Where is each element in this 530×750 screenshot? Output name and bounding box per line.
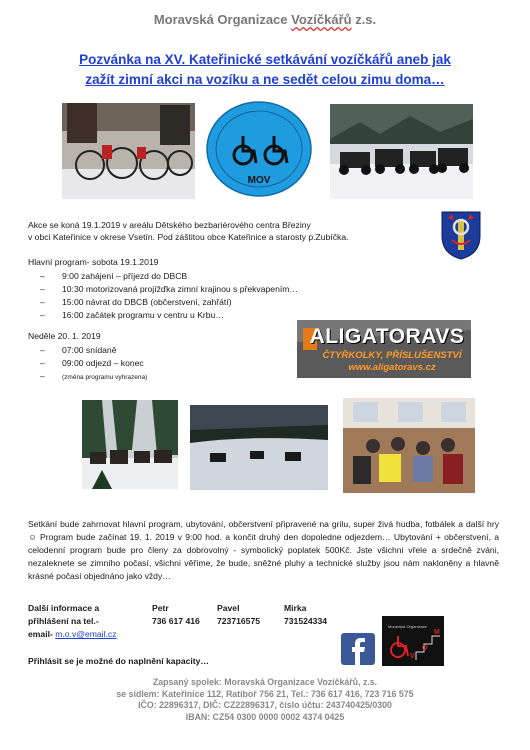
org-name-prefix: Moravská Organizace xyxy=(153,12,292,27)
contact-label-2: přihlášení na tel.- xyxy=(28,616,99,626)
sponsor-subtitle: ČTYŘKOLKY, PŘÍSLUŠENSTVÍ xyxy=(322,350,462,361)
photo-indoor-gathering xyxy=(343,398,475,493)
photo-wheelchairs-snow xyxy=(62,103,195,199)
photo-forest-atvs xyxy=(82,400,178,489)
photo-atv-group xyxy=(330,104,473,199)
sunday-heading: Neděle 20. 1. 2019 xyxy=(28,331,101,341)
main-program-heading: Hlavní program- sobota 19.1.2019 xyxy=(28,257,159,267)
program-item: – 10:30 motorizovaná projížďka zimní krajinou s překvapením… xyxy=(28,283,328,296)
program-item: – 07:00 snídaně xyxy=(28,344,288,357)
email-label: email- xyxy=(28,629,53,639)
svg-text:V: V xyxy=(410,653,415,660)
program-item: – 16:00 začátek programu v centru u Krbu… xyxy=(28,309,328,322)
contact-block xyxy=(28,602,348,641)
program-item xyxy=(28,370,288,383)
invitation-title xyxy=(28,50,502,90)
program-item: – 15:00 návrat do DBCB (občerstvení, zahřátí) xyxy=(28,296,328,309)
facebook-icon[interactable] xyxy=(341,633,375,665)
sponsor-name: ALIGATORAVS xyxy=(309,325,465,348)
sponsor-url: www.aligatoravs.cz xyxy=(348,362,436,373)
contact-name-petr: Petr xyxy=(152,603,169,613)
org-name-suffix: z.s. xyxy=(351,12,377,27)
title-line-1: Pozvánka na XV. Kateřinické setkávání vozíčkářů aneb jak xyxy=(79,52,451,67)
org-name-word: Vozíčkářů xyxy=(291,12,352,27)
mov-logo xyxy=(206,101,312,197)
footer-line-2: se sídlem: Kateřinice 112, Ratiboř 756 21, Tel.: 736 617 416, 723 716 575 xyxy=(116,688,414,699)
organization-header xyxy=(0,12,530,27)
svg-text:M: M xyxy=(434,629,440,636)
program-item: – 09:00 odjezd – konec xyxy=(28,357,288,370)
event-description: Setkání bude zahrnovat hlavní program, ubytování, občerstvení připravené na grilu, super živá hudba, fotbálek a další hry ☺ Program bude začínat 19. 1. 2019 v 9:00 hod. a končit druhý den dopoledne odjezdem… Ubytování + občerstvení, a celodenní program bude pro členy za dobrovolný - symbolický poplatek 500Kč. Jste všichni vřele a srdečně zváni, nezaleknete se zimního počasí, všichni věříme, že bude, sněžné pluhy a technické služby jsou nám nakloněny a hlavně krásné počasí objednáno jako vždy… xyxy=(28,519,499,582)
email-link[interactable]: m.o.v@email.cz xyxy=(55,629,117,639)
main-program xyxy=(28,256,328,322)
footer xyxy=(0,677,530,723)
contact-phone-petr: 736 617 416 xyxy=(152,616,200,626)
event-intro xyxy=(28,219,438,243)
footer-line-1: Zapsaný spolek: Moravská Organizace Vozíčkářů, z.s. xyxy=(152,677,378,687)
intro-line-1: Akce se koná 19.1.2019 v areálu Dětského bezbariérového centra Březiny xyxy=(28,220,311,230)
capacity-note: Přihlásit se je možné do naplnění kapacity… xyxy=(28,656,209,666)
footer-line-3: IČO: 22896317, DIČ: CZ22896317, číslo účtu: 243740425/0300 xyxy=(138,700,392,710)
contact-label-1: Další informace a xyxy=(28,603,100,613)
contact-phone-mirka: 731524334 xyxy=(284,616,328,626)
mov-small-logo xyxy=(382,616,444,666)
intro-line-2: v obci Kateřinice v okrese Vsetín. Pod záštitou obce Kateřinice a starosty p.Zubíčka. xyxy=(28,232,349,242)
footer-line-4: IBAN: CZ54 0300 0000 0002 4374 0425 xyxy=(185,711,345,722)
sunday-program xyxy=(28,330,288,383)
svg-text:Moravská Organizace: Moravská Organizace xyxy=(388,624,427,629)
contact-phone-pavel: 723716575 xyxy=(217,616,261,626)
contact-name-mirka: Mirka xyxy=(284,603,307,613)
contact-name-pavel: Pavel xyxy=(217,603,240,613)
title-line-2: zažít zimní akci na vozíku a ne sedět celou zimu doma… xyxy=(85,72,445,87)
program-item: – 9:00 zahájení – příjezd do DBCB xyxy=(28,270,328,283)
katerinice-crest xyxy=(440,210,482,260)
svg-text:O: O xyxy=(422,645,428,652)
sponsor-banner xyxy=(297,320,471,378)
logo-text: MOV xyxy=(247,175,271,186)
photo-snowy-field xyxy=(190,405,328,490)
program-note: (změna programu vyhrazena) xyxy=(62,374,148,381)
